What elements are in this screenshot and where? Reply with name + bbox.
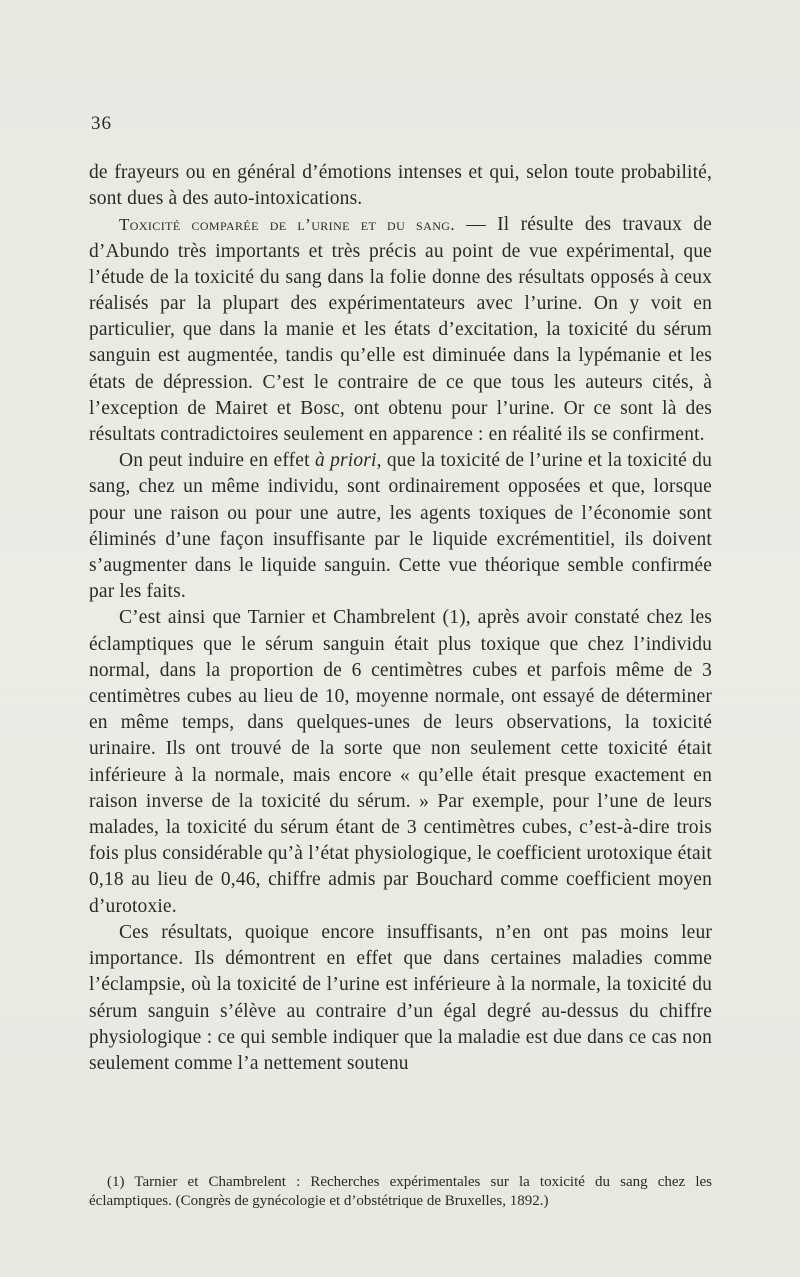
paragraph-text: , que la toxicité de l’urine et la toxicité du sang, chez un même individu, sont ordinairement opposées et que, lorsque pour une raison ou pour une autre, les agents toxiques de l’économie sont éliminés d’une façon insuffisante par le liquide excrémentitiel, ils doivent s’augmenter dans le liquide sanguin. Cette vue théorique semble confirmée par les faits. xyxy=(89,450,712,603)
paragraph-continuation: de frayeurs ou en général d’émotions intenses et qui, selon toute probabilité, sont dues à des auto-intoxications. xyxy=(89,162,712,210)
paragraph-induire xyxy=(89,448,712,605)
paragraph-toxicite xyxy=(89,212,712,448)
page-number: 36 xyxy=(91,113,112,134)
footnote xyxy=(89,1173,712,1211)
paragraph-text: On peut induire en effet xyxy=(119,450,315,472)
paragraph-tarnier: C’est ainsi que Tarnier et Chambrelent (1), après avoir constaté chez les éclamptiques que le sérum sanguin était plus toxique que chez l’individu normal, dans la proportion de 6 centimètres cubes et parfois même de 3 centimètres cubes au lieu de 10, moyenne normale, ont essayé de déterminer en même temps, dans quelques-unes de leurs observations, la toxicité urinaire. Ils ont trouvé de la sorte que non seulement cette toxicité était inférieure à la normale, mais encore « qu’elle était presque exactement en raison inverse de la toxicité du sérum. » Par exemple, pour l’une de leurs malades, la toxicité du sérum étant de 3 centimètres cubes, c’est-à-dire trois fois plus considérable qu’à l’état physiologique, le coefficient urotoxique était 0,18 au lieu de 0,46, chiffre admis par Bouchard comme coefficient moyen d’urotoxie. xyxy=(89,607,712,917)
italic-phrase: à priori xyxy=(314,450,377,472)
paragraph-resultats: Ces résultats, quoique encore insuffisants, n’en ont pas moins leur importance. Ils démontrent en effet que dans certaines maladies comme l’éclampsie, où la toxicité de l’urine est inférieure à la normale, la toxicité du sérum sanguin s’élève au contraire d’un égal degré au-dessus du chiffre physiologique : ce qui semble indiquer que la maladie est due dans ce cas non seulement comme l’a nettement soutenu xyxy=(89,921,712,1074)
paragraph-text: — Il résulte des travaux de d’Abundo très importants et très précis au point de vue expérimental, que l’étude de la toxicité du sang dans la folie donne des résultats opposés à ceux réalisés par la plupart des expérimentateurs avec l’urine. On y voit en particulier, que dans la manie et les états d’excitation, la toxicité du sérum sanguin est augmentée, tandis qu’elle est diminuée dans la lypémanie et les états de dépression. C’est le contraire de ce que tous les auteurs cités, à l’exception de Mairet et Bosc, ont obtenu pour l’urine. Or ce sont là des résultats contradictoires seulement en apparence : en réalité ils se confirment. xyxy=(89,214,712,446)
footnote-text: (1) Tarnier et Chambrelent : Recherches expérimentales sur la toxicité du sang chez les éclamptiques. (Congrès de gynécologie et d’obstétrique de Bruxelles, 1892.) xyxy=(89,1174,712,1209)
body-text xyxy=(89,160,712,1077)
section-heading: Toxicité comparée de l’urine et du sang. xyxy=(119,215,455,235)
